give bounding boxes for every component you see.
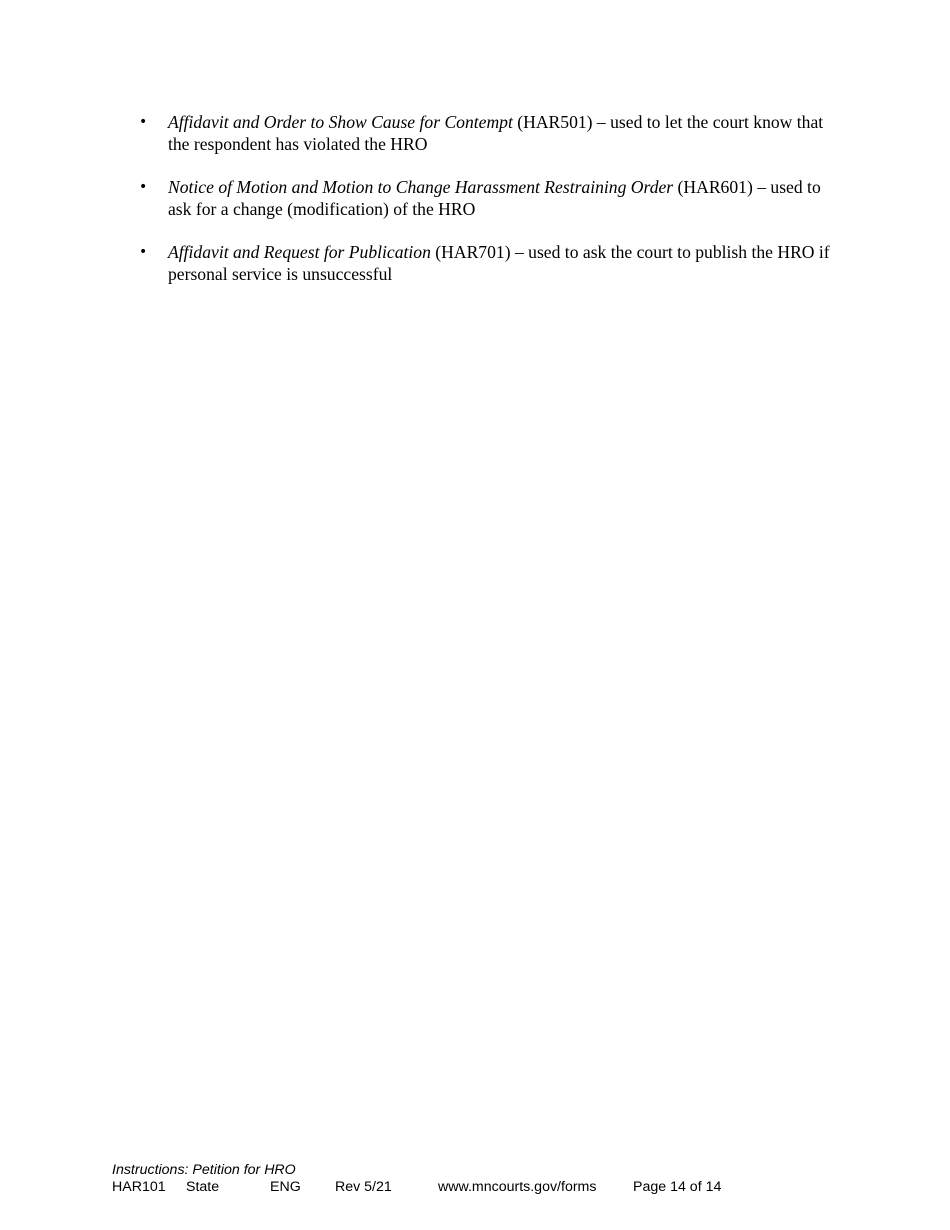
form-title: Affidavit and Order to Show Cause for Contempt [168,112,513,132]
form-description: (HAR601) – used to ask for a change (modification) of the HRO [168,177,821,219]
bullet-icon: • [139,179,148,195]
form-description: (HAR501) – used to let the court know that the respondent has violated the HRO [168,112,824,154]
footer-revision: Rev 5/21 [335,1179,392,1195]
bullet-icon: • [139,114,148,130]
footer-form-code: HAR101 [112,1179,166,1195]
footer-jurisdiction: State [186,1179,220,1195]
list-item [139,112,839,155]
footer-url: www.mncourts.gov/forms [438,1179,597,1195]
footer-language: ENG [270,1179,301,1195]
bullet-icon: • [139,244,148,260]
form-title: Notice of Motion and Motion to Change Harassment Restraining Order [168,177,674,197]
footer-page-number: Page 14 of 14 [633,1179,722,1195]
list-item [139,242,839,285]
list-item [139,177,839,220]
form-title: Affidavit and Request for Publication [168,242,431,262]
footer-title: Instructions: Petition for HRO [112,1162,296,1178]
form-list [139,112,839,307]
form-description: (HAR701) – used to ask the court to publish the HRO if personal service is unsuccessful [168,242,830,284]
footer-meta-row [112,1179,752,1196]
page-footer [112,1162,752,1196]
